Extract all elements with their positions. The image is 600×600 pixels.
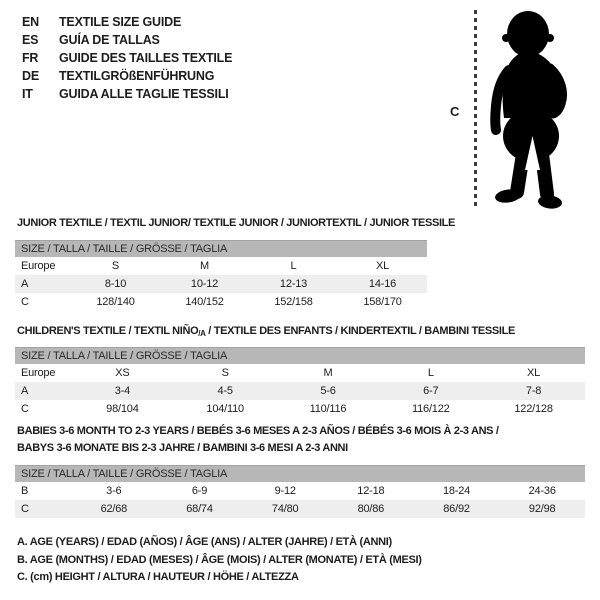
table-row-age xyxy=(15,275,427,293)
height-cell: 140/152 xyxy=(185,296,224,308)
lang-code: IT xyxy=(22,87,33,101)
height-cell: 116/122 xyxy=(412,403,450,415)
height-cell: 68/74 xyxy=(186,503,213,515)
height-cell: 110/116 xyxy=(309,403,347,415)
measure-label-c: C xyxy=(450,104,460,119)
row-label: B xyxy=(21,485,29,497)
title-text: / TEXTILE DES ENFANTS / KINDERTEXTIL / BAMBINI TESSILE xyxy=(205,325,515,337)
title-line: BABYS 3-6 MONATE BIS 2-3 JAHRE / BAMBINI 3-6 MESI A 2-3 ANNI xyxy=(17,442,348,454)
size-cell: S xyxy=(111,260,120,272)
row-label: C xyxy=(21,503,29,515)
size-cell: M xyxy=(200,260,209,272)
table-row-europe xyxy=(15,364,585,382)
age-cell: 3-4 xyxy=(114,385,131,397)
row-label: A xyxy=(21,385,29,397)
age-cell: 6-7 xyxy=(423,385,439,397)
size-header-bar: SIZE / TALLA / TAILLE / GRÖSSE / TAGLIA xyxy=(15,240,427,257)
height-cell: 62/68 xyxy=(100,503,128,515)
age-cell: 18-24 xyxy=(442,485,471,497)
lang-row-de xyxy=(22,67,232,85)
age-cell: 7-8 xyxy=(525,385,542,397)
legend-line-a: A. AGE (YEARS) / EDAD (AÑOS) / ÂGE (ANS) / ALTER (JAHRE) / ETÀ (ANNI) xyxy=(17,536,392,548)
title-line: BABIES 3-6 MONTH TO 2-3 YEARS / BEBÉS 3-6 MESES A 2-3 AÑOS / BÉBÉS 3-6 MOIS À 2-3 ANS / xyxy=(17,425,499,437)
age-cell: 3-6 xyxy=(106,485,122,497)
size-cell: XL xyxy=(375,260,390,272)
height-cell: 104/110 xyxy=(206,403,244,415)
height-cell: 128/140 xyxy=(96,296,135,308)
lang-label: GUIDA ALLE TAGLIE TESSILI xyxy=(59,87,229,101)
row-label: Europe xyxy=(21,260,56,272)
age-cell: 9-12 xyxy=(274,485,296,497)
lang-code: DE xyxy=(22,69,39,83)
babies-size-table xyxy=(15,465,585,518)
junior-table-title: JUNIOR TEXTILE / TEXTIL JUNIOR/ TEXTILE JUNIOR / JUNIORTEXTIL / JUNIOR TESSILE xyxy=(17,217,456,229)
height-cell: 98/104 xyxy=(106,403,139,415)
height-cell: 158/170 xyxy=(363,296,402,308)
lang-row-es xyxy=(22,31,232,49)
size-cell: XL xyxy=(527,367,541,379)
age-cell: 24-36 xyxy=(528,485,556,497)
row-label: C xyxy=(21,296,29,308)
table-row-europe xyxy=(15,257,427,275)
lang-label: GUÍA DE TALLAS xyxy=(59,33,160,47)
age-cell: 5-6 xyxy=(320,385,336,397)
age-cell: 14-16 xyxy=(368,278,397,290)
height-cell: 80/86 xyxy=(357,503,385,515)
lang-row-fr xyxy=(22,49,232,67)
lang-code: ES xyxy=(22,33,39,47)
age-cell: 12-18 xyxy=(357,485,385,497)
row-label: A xyxy=(21,278,29,290)
height-cell: 74/80 xyxy=(271,503,299,515)
age-cell: 4-5 xyxy=(217,385,233,397)
size-cell: L xyxy=(290,260,297,272)
size-header-bar: SIZE / TALLA / TAILLE / GRÖSSE / TAGLIA xyxy=(15,465,585,482)
lang-code: FR xyxy=(22,51,39,65)
lang-label: GUIDE DES TAILLES TEXTILE xyxy=(59,51,233,65)
lang-row-it xyxy=(22,85,232,103)
children-table-title xyxy=(17,323,515,342)
language-list xyxy=(22,13,232,103)
height-cell: 122/128 xyxy=(514,403,553,415)
table-row-height xyxy=(15,500,585,518)
size-cell: XS xyxy=(115,367,130,379)
height-cell: 92/98 xyxy=(528,503,556,515)
size-header-bar: SIZE / TALLA / TAILLE / GRÖSSE / TAGLIA xyxy=(15,347,585,364)
age-cell: 10-12 xyxy=(190,278,219,290)
children-size-table xyxy=(15,347,585,418)
lang-row-en xyxy=(22,13,232,31)
lang-label: TEXTILGRÖßENFÜHRUNG xyxy=(59,69,215,83)
lang-label: TEXTILE SIZE GUIDE xyxy=(59,15,182,29)
baby-toddler-silhouette-icon xyxy=(486,6,586,212)
table-row-height xyxy=(15,400,585,418)
height-cell: 152/158 xyxy=(274,296,313,308)
row-label: C xyxy=(21,403,29,415)
age-cell: 6-9 xyxy=(191,485,208,497)
babies-table-title xyxy=(17,423,499,457)
title-text: CHILDREN'S TEXTILE / TEXTIL NIÑO xyxy=(17,325,199,337)
title-subscript: /A xyxy=(198,329,206,338)
table-row-height xyxy=(15,293,427,311)
age-cell: 12-13 xyxy=(279,278,308,290)
size-cell: S xyxy=(221,367,229,379)
legend-line-b: B. AGE (MONTHS) / EDAD (MESES) / ÂGE (MOIS) / ALTER (MONATE) / ETÀ (MESI) xyxy=(17,553,422,566)
height-cell: 86/92 xyxy=(443,503,470,515)
measurement-legend xyxy=(17,534,422,587)
table-row-age xyxy=(15,382,585,400)
row-label: Europe xyxy=(21,367,56,379)
legend-line-c: C. (cm) HEIGHT / ALTURA / HAUTEUR / HÖHE / ALTEZZA xyxy=(17,571,299,583)
height-measure-line xyxy=(474,10,477,207)
size-cell: L xyxy=(427,367,434,379)
junior-size-table xyxy=(15,240,427,311)
table-row-age-months xyxy=(15,482,585,500)
size-cell: M xyxy=(323,367,333,379)
age-cell: 8-10 xyxy=(104,278,127,290)
lang-code: EN xyxy=(22,15,39,29)
